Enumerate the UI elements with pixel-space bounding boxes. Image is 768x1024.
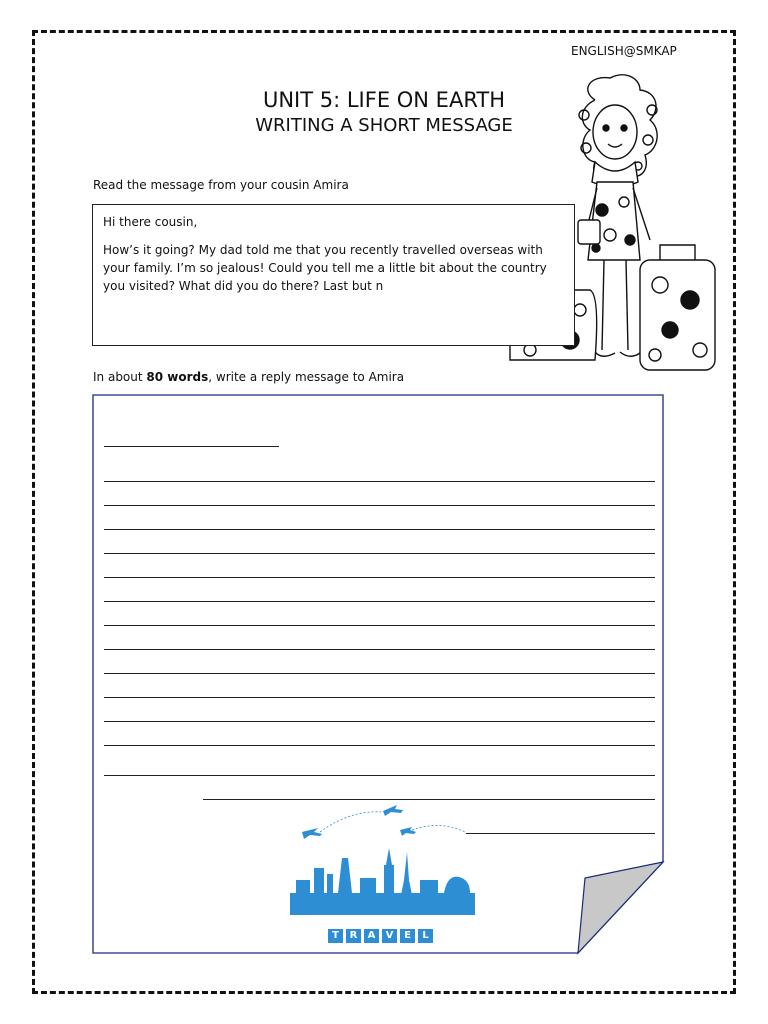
travel-letter: R xyxy=(346,929,361,943)
travel-label xyxy=(328,929,433,943)
unit-title: UNIT 5: LIFE ON EARTH xyxy=(262,88,506,112)
airplane-icon xyxy=(383,805,403,816)
airplane-icon xyxy=(400,827,416,836)
instruction-word-count: 80 words xyxy=(146,370,209,384)
travel-letter: E xyxy=(400,929,415,943)
message-greeting: Hi there cousin, xyxy=(103,215,198,229)
section-title: WRITING A SHORT MESSAGE xyxy=(255,115,513,136)
header-tag: ENGLISH@SMKAP xyxy=(571,44,677,58)
airplane-icon xyxy=(302,828,322,839)
message-body: How’s it going? My dad told me that you recently travelled overseas with your family. I’m so jealous! Could you tell me a little bit about the country you visited? What did you do there? Last but n xyxy=(103,243,547,293)
travel-letter: T xyxy=(328,929,343,943)
travel-letter: A xyxy=(364,929,379,943)
instruction-read: Read the message from your cousin Amira xyxy=(93,178,349,192)
instruction-prefix: In about xyxy=(93,370,147,384)
travel-letter: V xyxy=(382,929,397,943)
travel-letter: L xyxy=(418,929,433,943)
instruction-suffix: , write a reply message to Amira xyxy=(208,370,405,384)
